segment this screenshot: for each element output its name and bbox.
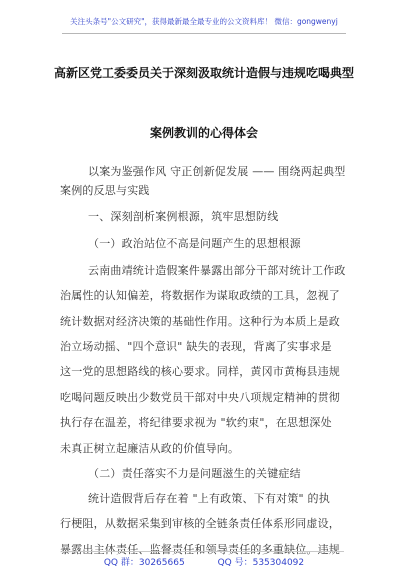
paragraph-line: 统计数据对经济决策的基础性作用。这种行为本质上是政: [60, 315, 340, 328]
header-divider: [62, 33, 346, 34]
subsection-heading: （二）责任落实不力是问题滋生的关键症结: [88, 467, 301, 480]
paragraph-line: 执行存在温差，将纪律要求视为 "软约束"，在思想深处: [60, 416, 332, 429]
paragraph-line: 暴露出主体责任、监督责任和领导责任的多重缺位。违规: [60, 543, 340, 556]
subtitle-line: 以案为鉴强作风 守正创新促发展 —— 围绕两起典型: [88, 165, 346, 178]
paragraph-line: 云南曲靖统计造假案件暴露出部分干部对统计工作政: [88, 264, 346, 277]
footer-qq-number: QQ 号：535304092: [217, 558, 305, 568]
document-title-line-2: 案例教训的心得体会: [149, 126, 258, 140]
footer-qq-group: QQ 群：30265665: [103, 558, 185, 568]
paragraph-line: 未真正树立起廉洁从政的价值导向。: [60, 442, 240, 455]
footer-contact: [0, 555, 408, 568]
paragraph-line: 治立场动摇、"四个意识" 缺失的表现，背离了实事求是: [60, 340, 332, 353]
subtitle-line: 案例的反思与实践: [60, 184, 150, 197]
paragraph-line: 统计造假背后存在着 "上有政策、下有对策" 的执: [88, 492, 330, 505]
paragraph-line: 吃喝问题反映出少数党员干部对中央八项规定精神的贯彻: [60, 391, 340, 404]
header-banner: 关注头条号"公文研究"，获得最新最全最专业的公文资料库！ 微信：gongwenyj: [70, 17, 338, 26]
section-heading: 一、深刻剖析案例根源，筑牢思想防线: [88, 210, 279, 223]
paragraph-line: 治属性的认知偏差，将数据作为谋取政绩的工具，忽视了: [60, 289, 340, 302]
footer-divider: [64, 551, 344, 552]
subsection-heading: （一）政治站位不高是问题产生的思想根源: [88, 237, 301, 250]
paragraph-line: 行梗阻，从数据采集到审核的全链条责任体系形同虚设，: [60, 517, 340, 530]
paragraph-line: 这一党的思想路线的核心要求。同样，黄冈市黄梅县违规: [60, 365, 340, 378]
document-title-line-1: 高新区党工委委员关于深刻汲取统计造假与违规吃喝典型: [53, 66, 354, 80]
